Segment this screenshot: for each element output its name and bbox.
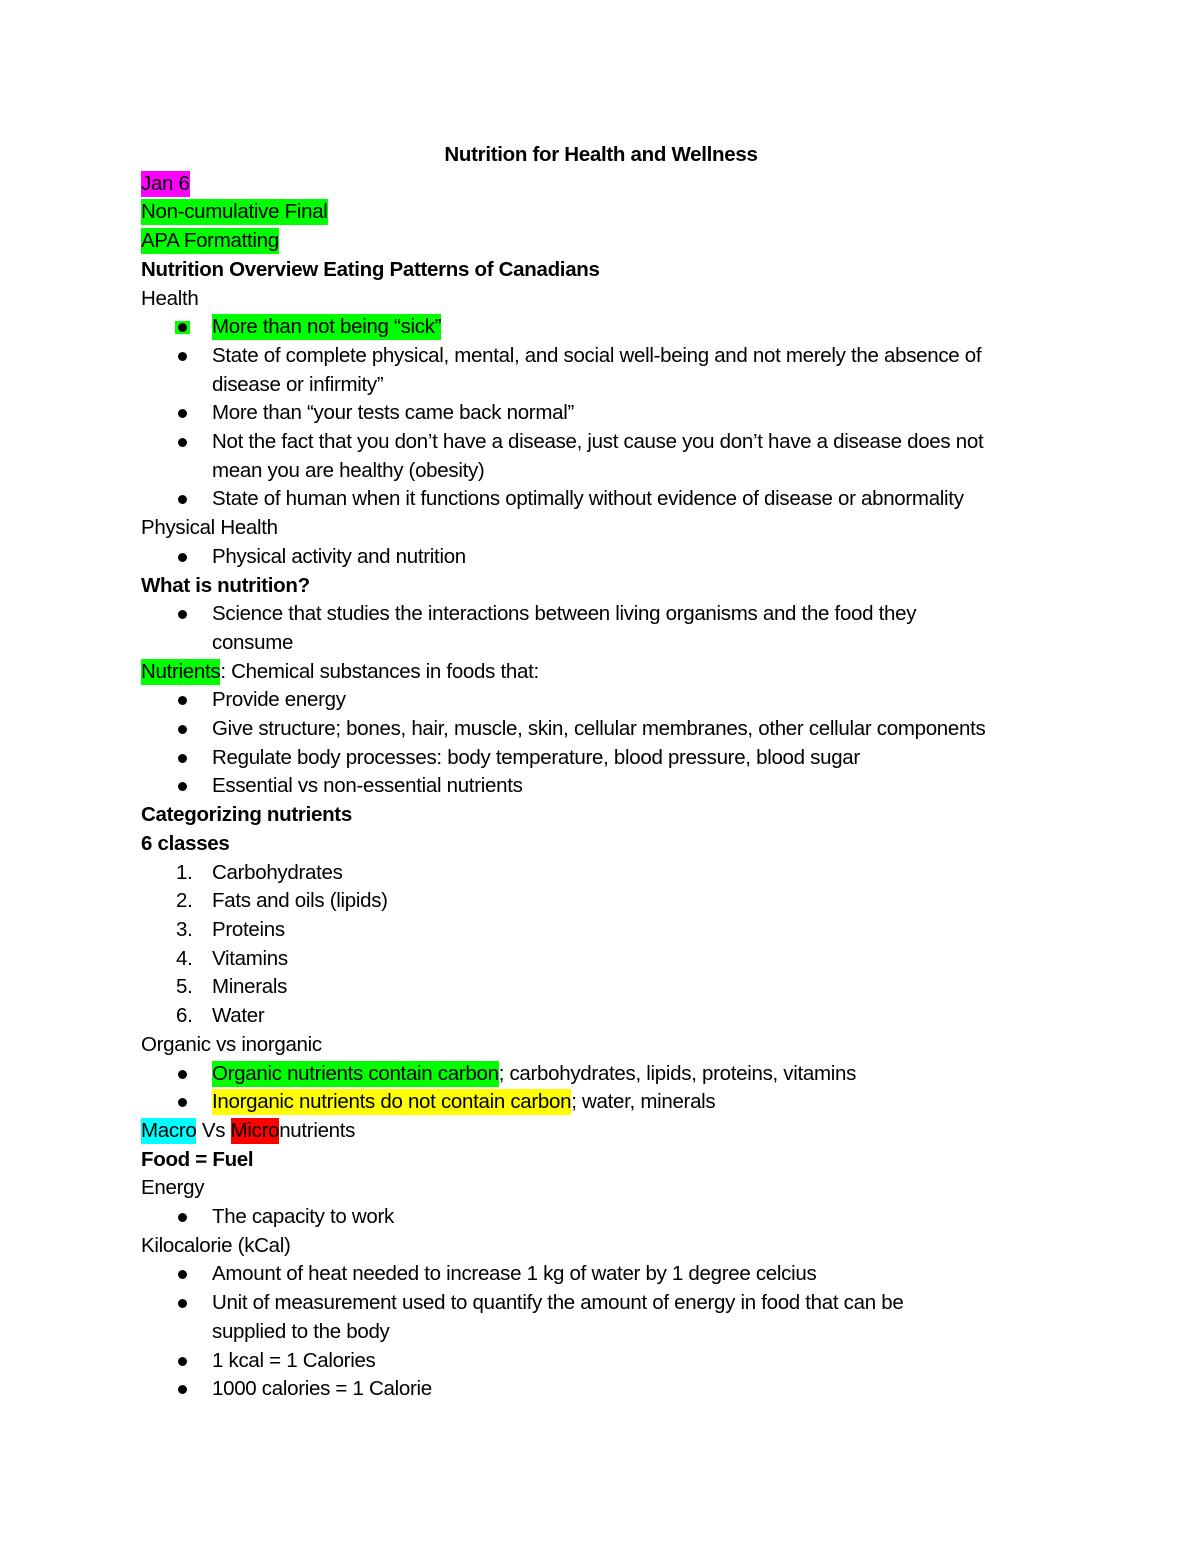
- bullet-icon: [178, 782, 187, 791]
- item-number: 1.: [176, 860, 193, 884]
- note-highlight: APA Formatting: [141, 229, 279, 253]
- section-heading-categorizing: Categorizing nutrients: [141, 803, 352, 827]
- item-highlight: More than not being “sick”: [212, 315, 442, 339]
- section-heading-energy: Energy: [141, 1176, 205, 1200]
- bullet-icon: [178, 1357, 187, 1366]
- list-item-continuation: [141, 629, 1061, 658]
- nutrients-suffix: nutrients: [279, 1118, 356, 1142]
- document-content: [141, 141, 1061, 1404]
- list-item: [141, 600, 1061, 629]
- date-highlight: Jan 6: [141, 171, 190, 195]
- section-subheading-classes: 6 classes: [141, 831, 230, 855]
- bullet-icon: [178, 1270, 187, 1279]
- micro-highlight: Micro: [230, 1118, 280, 1142]
- item-text: 1 kcal = 1 Calories: [212, 1348, 376, 1372]
- bullet-icon: [175, 321, 190, 334]
- item-number: 2.: [176, 889, 193, 913]
- bullet-icon: [178, 1098, 187, 1107]
- list-item: [141, 686, 1061, 715]
- item-text: Proteins: [212, 917, 285, 941]
- bullet-icon: [178, 1299, 187, 1308]
- section-heading-organic: Organic vs inorganic: [141, 1032, 322, 1056]
- bullet-icon: [178, 1070, 187, 1079]
- bullet-icon: [178, 1385, 187, 1394]
- item-text: Fats and oils (lipids): [212, 889, 388, 913]
- item-text: The capacity to work: [212, 1205, 394, 1229]
- item-text: Essential vs non-essential nutrients: [212, 774, 523, 798]
- item-text: Amount of heat needed to increase 1 kg of water by 1 degree celcius: [212, 1262, 817, 1286]
- item-text: mean you are healthy (obesity): [212, 458, 485, 482]
- numbered-item: [141, 916, 1061, 945]
- item-text: Provide energy: [212, 688, 346, 712]
- numbered-item: [141, 945, 1061, 974]
- item-text: disease or infirmity”: [212, 372, 384, 396]
- numbered-item: [141, 887, 1061, 916]
- note-line: [141, 198, 1061, 227]
- macro-highlight: Macro: [141, 1118, 197, 1142]
- list-item: [141, 715, 1061, 744]
- bullet-icon: [178, 725, 187, 734]
- macro-vs-micro: [141, 1117, 1061, 1146]
- list-item: [141, 1260, 1061, 1289]
- section-heading-kilocalorie: Kilocalorie (kCal): [141, 1233, 291, 1257]
- item-text: Unit of measurement used to quantify the amount of energy in food that can be: [212, 1291, 904, 1315]
- item-text: State of human when it functions optimally without evidence of disease or abnormality: [212, 487, 964, 511]
- list-item: [141, 1060, 1061, 1089]
- section-heading-physical-health: Physical Health: [141, 516, 278, 540]
- item-number: 3.: [176, 917, 193, 941]
- bullet-icon: [178, 754, 187, 763]
- item-text: Science that studies the interactions between living organisms and the food they: [212, 602, 917, 626]
- item-text: Regulate body processes: body temperature, blood pressure, blood sugar: [212, 745, 860, 769]
- numbered-item: [141, 859, 1061, 888]
- bullet-icon: [178, 409, 187, 418]
- list-item-continuation: [141, 371, 1061, 400]
- bullet-icon: [178, 352, 187, 361]
- item-number: 4.: [176, 946, 193, 970]
- bullet-icon: [178, 696, 187, 705]
- item-highlight: Organic nutrients contain carbon: [212, 1061, 499, 1085]
- item-text: Physical activity and nutrition: [212, 544, 466, 568]
- list-item: [141, 313, 1061, 342]
- note-highlight: Non-cumulative Final: [141, 200, 328, 224]
- item-text: Carbohydrates: [212, 860, 343, 884]
- bullet-icon: [178, 495, 187, 504]
- item-text: More than “your tests came back normal”: [212, 401, 574, 425]
- item-text: State of complete physical, mental, and social well-being and not merely the absence of: [212, 343, 982, 367]
- item-text: Vitamins: [212, 946, 288, 970]
- item-text: Water: [212, 1004, 265, 1028]
- item-text: Give structure; bones, hair, muscle, skin, cellular membranes, other cellular components: [212, 717, 986, 741]
- item-text: 1000 calories = 1 Calorie: [212, 1377, 432, 1401]
- nutrients-definition: [141, 658, 1061, 687]
- bullet-icon: [178, 553, 187, 562]
- vs-text: Vs: [196, 1118, 231, 1142]
- item-text: Not the fact that you don’t have a disease, just cause you don’t have a disease does not: [212, 430, 984, 454]
- list-item: [141, 342, 1061, 371]
- list-item: [141, 543, 1061, 572]
- list-item: [141, 744, 1061, 773]
- item-number: 5.: [176, 975, 193, 999]
- section-heading-food-fuel: Food = Fuel: [141, 1147, 254, 1171]
- item-highlight: Inorganic nutrients do not contain carbon: [212, 1090, 572, 1114]
- note-line: [141, 227, 1061, 256]
- section-heading-nutrition: What is nutrition?: [141, 573, 310, 597]
- bullet-icon: [178, 610, 187, 619]
- list-item: [141, 1375, 1061, 1404]
- numbered-item: [141, 1002, 1061, 1031]
- nutrients-term: Nutrients: [141, 659, 221, 683]
- list-item: [141, 772, 1061, 801]
- nutrients-definition-text: : Chemical substances in foods that:: [220, 659, 539, 683]
- list-item: [141, 1203, 1061, 1232]
- list-item-continuation: [141, 457, 1061, 486]
- bullet-icon: [178, 1213, 187, 1222]
- item-text: consume: [212, 630, 294, 654]
- item-text: ; carbohydrates, lipids, proteins, vitamins: [498, 1061, 857, 1085]
- list-item: [141, 1088, 1061, 1117]
- date-line: [141, 170, 1061, 199]
- item-text: supplied to the body: [212, 1319, 390, 1343]
- page-title: Nutrition for Health and Wellness: [444, 143, 758, 166]
- list-item: [141, 1347, 1061, 1376]
- item-text: Minerals: [212, 975, 288, 999]
- list-item: [141, 399, 1061, 428]
- list-item: [141, 485, 1061, 514]
- item-text: ; water, minerals: [571, 1090, 716, 1114]
- section-heading-overview: Nutrition Overview Eating Patterns of Canadians: [141, 257, 600, 281]
- numbered-item: [141, 973, 1061, 1002]
- list-item: [141, 428, 1061, 457]
- list-item-continuation: [141, 1318, 1061, 1347]
- bullet-icon: [178, 438, 187, 447]
- list-item: [141, 1289, 1061, 1318]
- item-number: 6.: [176, 1004, 193, 1028]
- section-heading-health: Health: [141, 286, 199, 310]
